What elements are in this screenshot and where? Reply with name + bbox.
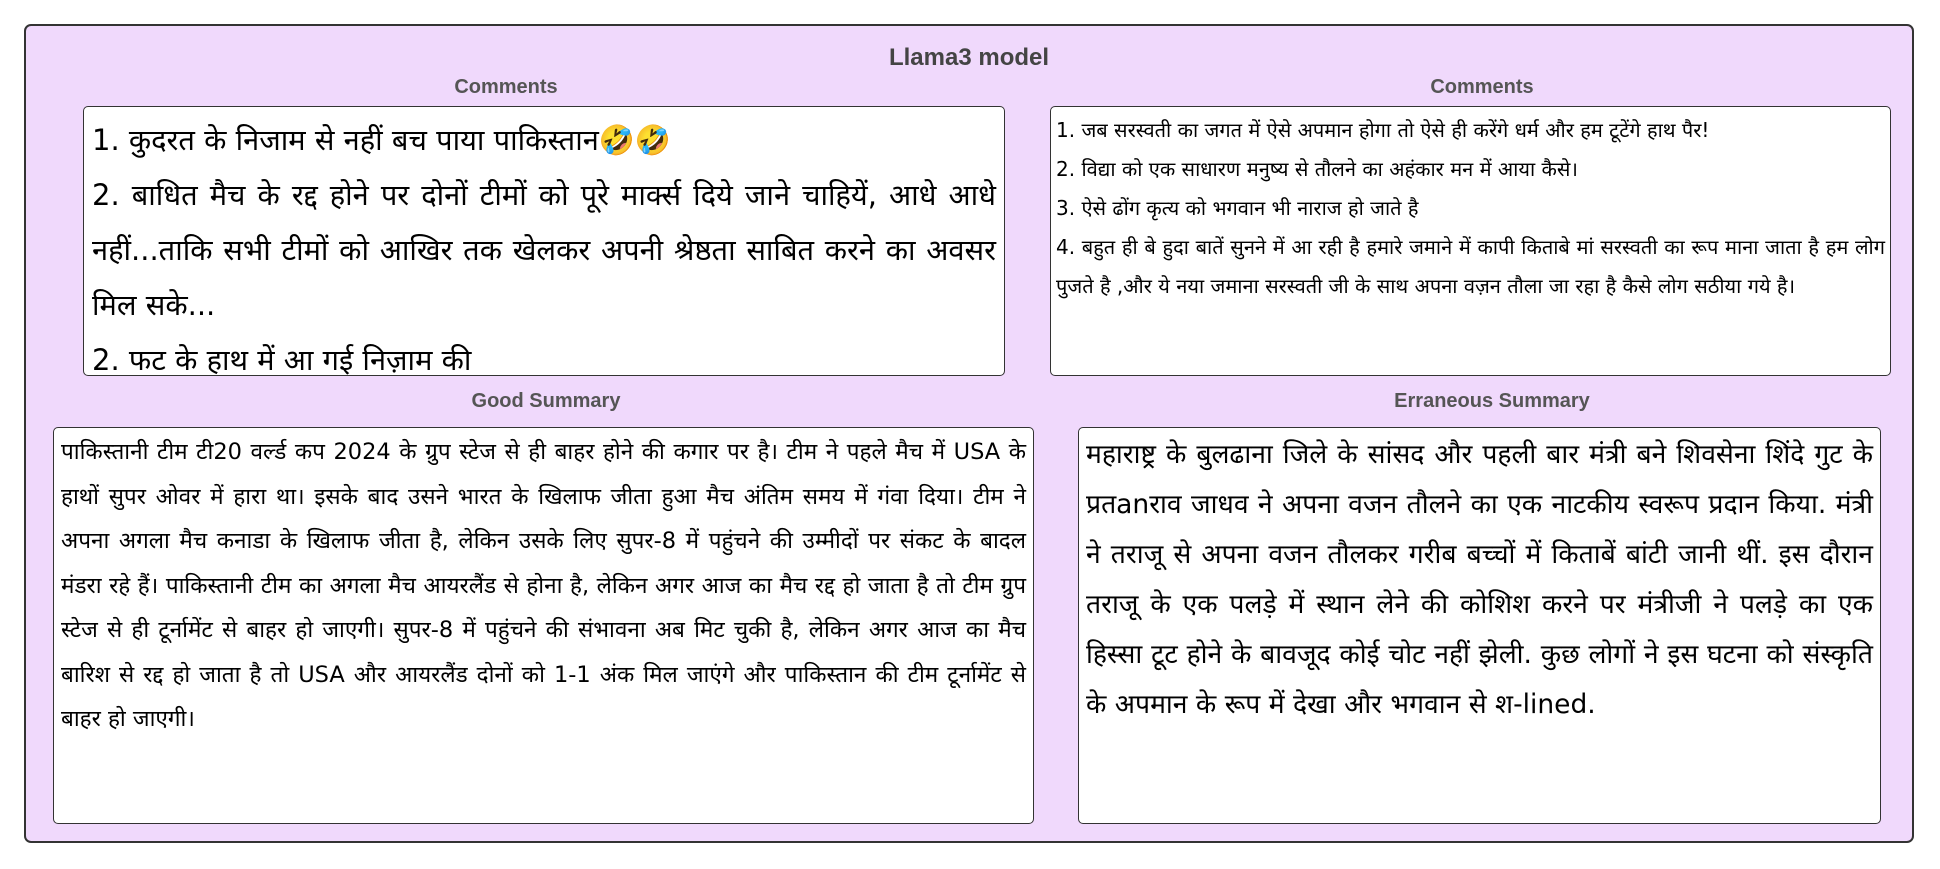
erroneous-summary-text: महाराष्ट्र के बुलढाना जिले के सांसद और पहली बार मंत्री बने शिवसेना शिंदे गुट के प्रतanराव जाधव ने अपना वजन तौलने का एक नाटकीय स्वरूप प्रदान किया. मंत्री ने तराजू से अपना वजन तौलकर गरीब बच्चों में किताबें बांटी जानी थीं. इस दौरान तराजू के एक पलड़े में स्थान लेने की कोशिश करने पर मंत्रीजी ने पलड़े का एक हिस्सा टूट होने के बावजूद कोई चोट नहीं झेली. कुछ लोगों ने इस घटना को संस्कृति के अपमान के रूप में देखा और भगवान से श-lined. <box>1086 439 1873 720</box>
good-summary-text: पाकिस्तानी टीम टी20 वर्ल्ड कप 2024 के ग्रुप स्टेज से ही बाहर होने की कगार पर है। टीम ने पहले मैच में USA के हाथों सुपर ओवर में हारा था। इसके बाद उसने भारत के खिलाफ जीता हुआ मैच अंतिम समय में गंवा दिया। टीम ने अपना अगला मैच कनाडा के खिलाफ जीता है, लेकिन उसके लिए सुपर-8 में पहुंचने की उम्मीदों पर संकट के बादल मंडरा रहे हैं। पाकिस्तानी टीम का अगला मैच आयरलैंड से होना है, लेकिन अगर आज का मैच रद्द हो जाता है तो टीम ग्रुप स्टेज से ही टूर्नामेंट से बाहर हो जाएगी। सुपर-8 में पहुंचने की संभावना अब मिट चुकी है, लेकिन अगर आज का मैच बारिश से रद्द हो जाता है तो USA और आयरलैंड दोनों को 1-1 अंक मिल जाएंगे और पाकिस्तान की टीम टूर्नामेंट से बाहर हो जाएगी। <box>61 439 1026 732</box>
comment-item: 4. बहुत ही बे हुदा बातें सुनने में आ रही है हमारे जमाने में कापी किताबे मां सरस्वती का रूप माना जाता है हम लोग पुजते है ,और ये नया जमाना सरस्वती जी के साथ अपना वज़न तौला जा रहा है कैसे लोग सठीया गये है। <box>1056 235 1885 298</box>
comment-item: 2. बाधित मैच के रद्द होने पर दोनों टीमों को पूरे मार्क्स दिये जाने चाहियें, आधे आधे नहीं...ताकि सभी टीमों को आखिर तक खेलकर अपनी श्रेष्ठता साबित करने का अवसर मिल सके... <box>92 178 996 322</box>
comments-left-box <box>83 106 1005 376</box>
llama3-model-panel <box>24 24 1914 843</box>
good-summary-box <box>53 427 1034 824</box>
comment-item: 2. फट के हाथ में आ गई निज़ाम की <box>92 343 472 376</box>
comment-item: 1. कुदरत के निजाम से नहीं बच पाया पाकिस्तान🤣🤣 <box>92 123 672 157</box>
erroneous-summary-box <box>1078 427 1881 824</box>
comments-right-box <box>1050 106 1891 376</box>
comments-right-label: Comments <box>1430 76 1534 98</box>
comment-item: 3. ऐसे ढोंग कृत्य को भगवान भी नाराज हो जाते है <box>1056 196 1419 220</box>
comments-left-label: Comments <box>454 76 558 98</box>
comment-item: 2. विद्या को एक साधारण मनुष्य से तौलने का अहंकार मन में आया कैसे। <box>1056 157 1578 181</box>
erroneous-summary-label: Erraneous Summary <box>1394 390 1590 412</box>
good-summary-label: Good Summary <box>471 390 621 412</box>
comment-item: 1. जब सरस्वती का जगत में ऐसे अपमान होगा तो ऐसे ही करेंगे धर्म और हम टूटेंगे हाथ पैर! <box>1056 118 1710 142</box>
panel-title: Llama3 model <box>888 44 1050 71</box>
